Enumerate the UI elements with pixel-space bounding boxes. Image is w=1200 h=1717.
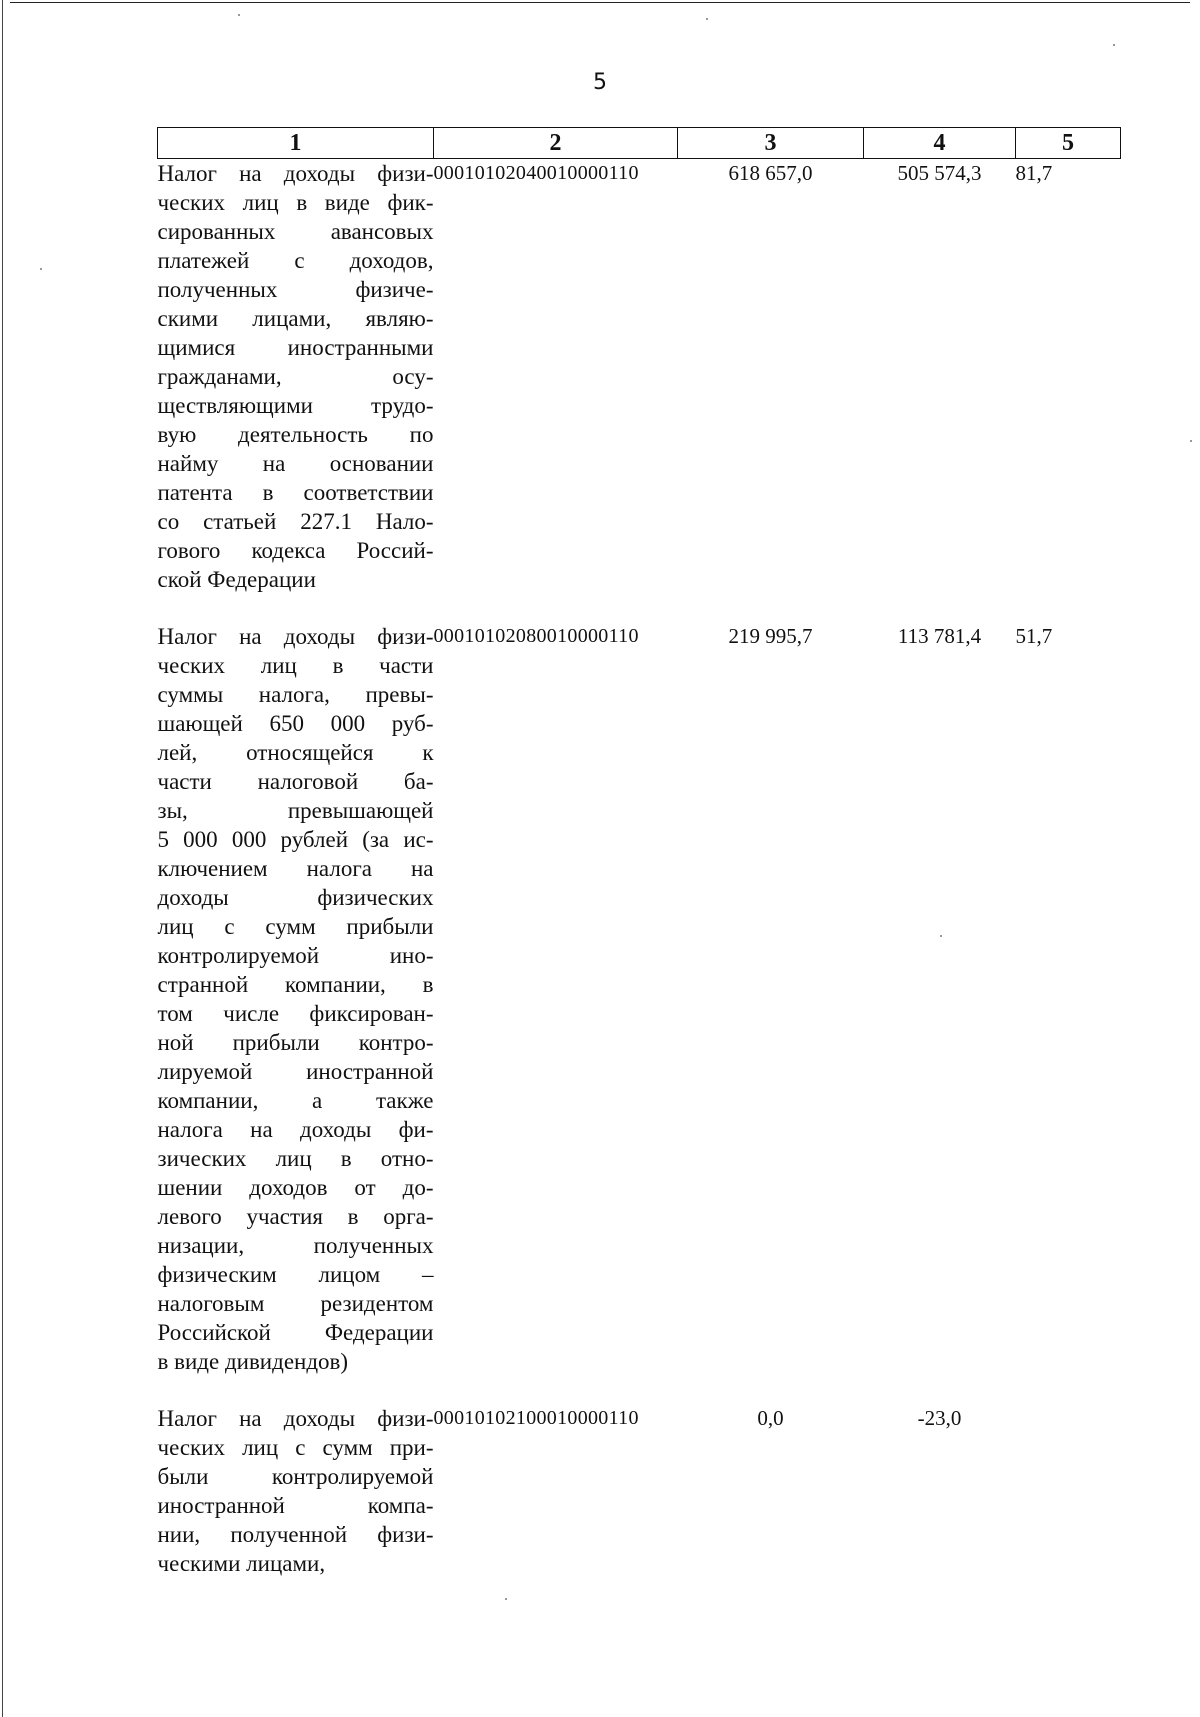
description-line: лей, относящейся к	[157, 740, 434, 765]
table-body	[158, 159, 1121, 1579]
description-line: Налог на доходы физи-	[157, 624, 434, 649]
description-line: найму на основании	[157, 451, 434, 476]
actual-amount-cell: 505 574,3	[897, 161, 982, 185]
description-line: сированных авансовых	[157, 219, 434, 244]
revenue-table	[157, 127, 1121, 1578]
page-number: 5	[593, 70, 607, 95]
spacer-cell	[158, 1376, 434, 1404]
description-line: иностранной компа-	[157, 1493, 434, 1518]
actual-amount-cell: 113 781,4	[897, 624, 982, 648]
description-line: ческих лиц в части	[157, 653, 434, 678]
budget-code-cell: 00010102080010000110	[433, 625, 639, 647]
tax-description-cell	[158, 622, 434, 1376]
description-line: со статьей 227.1 Нало-	[157, 509, 434, 534]
description-line: налоговым резидентом	[157, 1291, 434, 1316]
column-header: 1	[158, 128, 434, 159]
description-line: суммы налога, превы-	[157, 682, 434, 707]
column-header: 3	[678, 128, 864, 159]
planned-amount-cell: 219 995,7	[728, 624, 813, 648]
description-line: Российской Федерации	[157, 1320, 434, 1345]
description-line: ной прибыли контро-	[157, 1030, 434, 1055]
description-line: вую деятельность по	[157, 422, 434, 447]
description-line: доходы физических	[157, 885, 434, 910]
table-row	[158, 1404, 1121, 1578]
scan-speck	[40, 268, 42, 270]
description-line: зы, превышающей	[157, 798, 434, 823]
actual-amount-cell: -23,0	[917, 1406, 962, 1430]
tax-description-cell	[158, 1404, 434, 1578]
scan-edge-left	[2, 0, 3, 1717]
description-line: патента в соответствии	[157, 480, 434, 505]
description-line: низации, полученных	[157, 1233, 434, 1258]
row-spacer	[158, 1376, 1121, 1404]
spacer-cell	[158, 594, 434, 622]
spacer-cell	[864, 1376, 1016, 1404]
description-line: ществляющими трудо-	[157, 393, 434, 418]
scan-speck	[1190, 440, 1192, 442]
description-line: скими лицами, являю-	[157, 306, 434, 331]
description-line: левого участия в орга-	[157, 1204, 434, 1229]
budget-code-cell: 00010102040010000110	[433, 162, 639, 184]
spacer-cell	[678, 594, 864, 622]
table-row	[158, 159, 1121, 595]
description-line: щимися иностранными	[157, 335, 434, 360]
description-line: шающей 650 000 руб-	[157, 711, 434, 736]
tax-description-cell	[158, 159, 434, 595]
description-line: странной компании, в	[157, 972, 434, 997]
percent-cell	[1016, 1404, 1121, 1578]
table-row	[158, 622, 1121, 1376]
spacer-cell	[1016, 1376, 1121, 1404]
scan-speck	[238, 14, 240, 16]
scan-edge-top	[10, 2, 1190, 3]
description-line: ской Федерации	[157, 567, 316, 592]
description-line: полученных физиче-	[157, 277, 434, 302]
description-line: физическим лицом –	[157, 1262, 434, 1287]
description-line: ческих лиц в виде фик-	[157, 190, 434, 215]
description-line: шении доходов от до-	[157, 1175, 434, 1200]
percent-cell: 51,7	[1015, 624, 1053, 648]
description-line: 5 000 000 рублей (за ис-	[157, 827, 434, 852]
table-header-row	[158, 128, 1121, 159]
row-spacer	[158, 594, 1121, 622]
description-line: гражданами, осу-	[157, 364, 434, 389]
description-line: Налог на доходы физи-	[157, 1406, 434, 1431]
description-line: были контролируемой	[157, 1464, 434, 1489]
description-line: Налог на доходы физи-	[157, 161, 434, 186]
description-line: платежей с доходов,	[157, 248, 434, 273]
description-line: зических лиц в отно-	[157, 1146, 434, 1171]
column-header: 4	[864, 128, 1016, 159]
planned-amount-cell: 0,0	[757, 1406, 784, 1430]
description-line: налога на доходы фи-	[157, 1117, 434, 1142]
spacer-cell	[1016, 594, 1121, 622]
description-line: в виде дивидендов)	[157, 1349, 349, 1374]
description-line: нии, полученной физи-	[157, 1522, 434, 1547]
description-line: гового кодекса Россий-	[157, 538, 434, 563]
description-line: компании, а также	[157, 1088, 434, 1113]
scan-speck	[1113, 44, 1115, 46]
spacer-cell	[434, 594, 678, 622]
description-line: лируемой иностранной	[157, 1059, 434, 1084]
column-header: 5	[1016, 128, 1121, 159]
planned-amount-cell: 618 657,0	[728, 161, 813, 185]
description-line: ключением налога на	[157, 856, 434, 881]
scan-speck	[706, 18, 708, 20]
description-line: части налоговой ба-	[157, 769, 434, 794]
spacer-cell	[678, 1376, 864, 1404]
column-header: 2	[434, 128, 678, 159]
description-line: том числе фиксирован-	[157, 1001, 434, 1026]
scan-speck	[505, 1598, 507, 1600]
spacer-cell	[864, 594, 1016, 622]
description-line: ческими лицами,	[157, 1551, 326, 1576]
spacer-cell	[434, 1376, 678, 1404]
percent-cell: 81,7	[1015, 161, 1053, 185]
description-line: лиц с сумм прибыли	[157, 914, 434, 939]
description-line: ческих лиц с сумм при-	[157, 1435, 434, 1460]
description-line: контролируемой ино-	[157, 943, 434, 968]
budget-code-cell: 00010102100010000110	[433, 1407, 639, 1429]
